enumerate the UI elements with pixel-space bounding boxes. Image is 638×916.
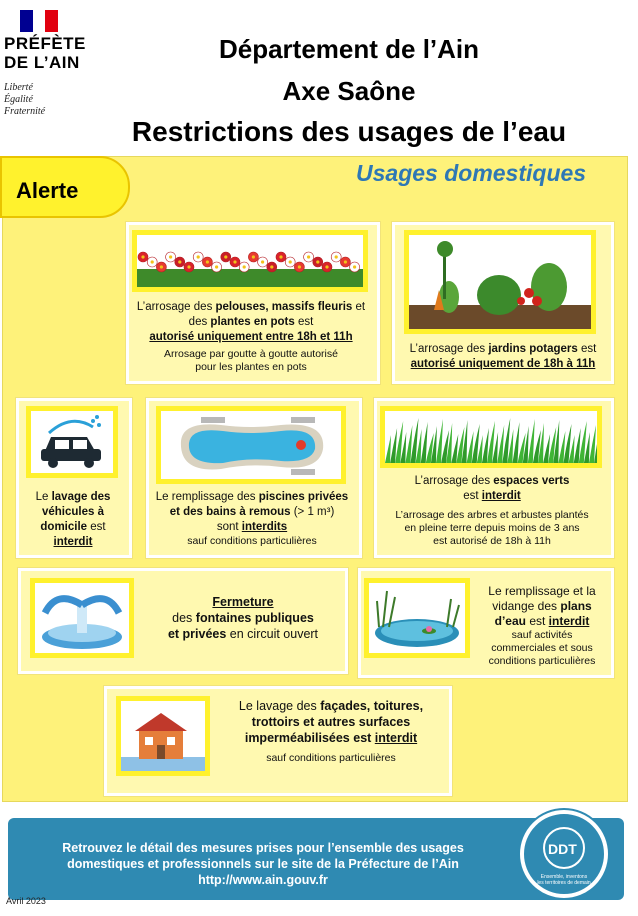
svg-text:DDT: DDT (548, 841, 577, 857)
pond-image (364, 578, 470, 658)
republic-motto: Liberté Égalité Fraternité (4, 82, 46, 117)
house-image (116, 696, 210, 776)
piscines-text: Le remplissage des piscines privées et des bains à remous (> 1 m³) sont interdits sauf conditions particulières (155, 491, 349, 547)
facades-text: Le lavage des façades, toitures, trottoirs et autres surfaces imperméabilisées est interdit sauf conditions particulières (238, 699, 424, 764)
prefecture-website-link[interactable]: http://www.ain.gouv.fr (198, 873, 328, 887)
plans-eau-text: Le remplissage et la vidange des plans d’eau est interdit sauf activités commerciales et sous conditions particulières (488, 584, 596, 667)
ddt-logo (520, 810, 608, 898)
section-title: Usages domestiques (356, 160, 587, 186)
fountain-image (30, 578, 134, 658)
french-flag-icon (20, 10, 58, 32)
info-banner-text: Retrouvez le détail des mesures prises pour l’ensemble des usages domestiques et professionnels sur le site de la Préfecture de l’Ain http://www.ain.gouv.fr (28, 840, 498, 888)
publication-date: Avril 2023 (6, 896, 46, 906)
department-title: Département de l’Ain (218, 34, 480, 64)
espaces-verts-text: L’arrosage des espaces verts est interdit L’arrosage des arbres et arbustes plantés en pleine terre depuis moins de 3 ans est autorisé de 18h à 11h (395, 475, 589, 547)
vehicules-text: Le lavage des véhicules à domicile est interdit (35, 491, 111, 548)
svg-text:Ensemble, inventons: Ensemble, inventons (540, 874, 588, 880)
fontaines-text: Fermeture des fontaines publiques et privées en circuit ouvert (167, 595, 319, 641)
flowers-image (132, 230, 368, 292)
vegetable-garden-image (404, 230, 596, 334)
grass-image (380, 406, 602, 468)
axis-title: Axe Saône (282, 76, 416, 106)
car-wash-image (26, 406, 118, 478)
alert-level-label: Alerte (16, 178, 79, 203)
pelouses-text: L’arrosage des pelouses, massifs fleuris et des plantes en pots est autorisé uniquement entre 18h et 11h Arrosage par goutte à goutte autorisé pour les plantes en pots (136, 301, 366, 373)
potagers-text: L’arrosage des jardins potagers est autorisé uniquement de 18h à 11h (409, 343, 597, 370)
svg-text:les territoires de demain: les territoires de demain (537, 880, 591, 886)
page-title: Restrictions des usages de l’eau (131, 116, 567, 147)
swimming-pool-image (156, 406, 346, 484)
prefecture-logo-text: PRÉFÈTE DE L’AIN (4, 34, 86, 72)
